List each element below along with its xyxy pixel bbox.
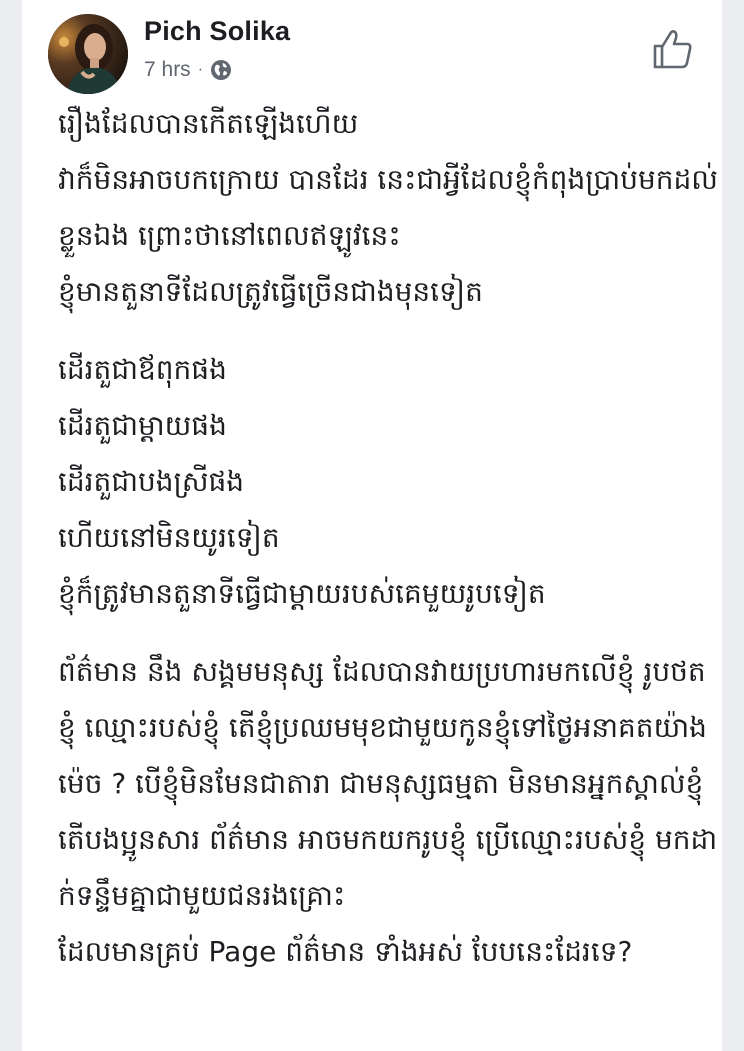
post-line: ខ្ញុំ ឈ្មោះរបស់ខ្ញុំ តើខ្ញុំប្រឈមមុខជាមួយកូនខ្ញុំទៅថ្ងៃអនាគតយ៉ាង [58, 711, 707, 744]
globe-icon[interactable] [210, 59, 232, 81]
post-line: ខ្ញុំក៏ត្រូវមានតួនាទីធ្វើជាម្ដាយរបស់គេមួយរូបទៀត [58, 577, 546, 610]
post-card [22, 0, 722, 1051]
author-name[interactable]: Pich Solika [144, 16, 291, 46]
post-line: ដែលមានគ្រប់ Page ព័ត៌មាន ទាំងអស់ បែបនេះដែរទេ? [58, 935, 633, 968]
post-line: វាក៏មិនអាចបកក្រោយ បានដែរ នេះជាអ្វីដែលខ្ញុំកំពុងប្រាប់មកដល់ [58, 163, 718, 196]
post-line: ហើយនៅមិនយូរទៀត [58, 521, 280, 554]
post-line: ខ្លួនឯង ព្រោះថានៅពេលឥឡូវនេះ [58, 219, 401, 252]
post-paragraph [58, 644, 718, 980]
post-paragraph [58, 342, 718, 622]
post-line: ដើរតួជាម្ដាយផង [58, 409, 227, 442]
meta-separator: · [197, 61, 204, 78]
post-timestamp[interactable]: 7 hrs [144, 58, 191, 81]
post-line: ដើរតួជាបងស្រីផង [58, 465, 245, 498]
post-paragraph [58, 96, 718, 320]
post-line: ខ្ញុំមានតួនាទីដែលត្រូវធ្វើច្រើនជាងមុនទៀត [58, 275, 483, 308]
post-line: រឿងដែលបានកើតឡើងហើយ [58, 107, 359, 140]
avatar[interactable] [48, 14, 128, 94]
post-line: ព័ត៌មាន នឹង សង្គមមនុស្ស ដែលបានវាយប្រហារមកលើខ្ញុំ រូបថត [58, 655, 706, 688]
post-meta [144, 58, 232, 82]
post-line: តើបងប្អូនសារ ព័ត៌មាន អាចមកយករូបខ្ញុំ ប្រើឈ្មោះរបស់ខ្ញុំ មកដា [58, 823, 718, 856]
post-line: ម៉េច ? បើខ្ញុំមិនមែនជាតារា ជាមនុស្សធម្មតា មិនមានអ្នកស្គាល់ខ្ញុំ [58, 767, 704, 800]
post-body [58, 96, 718, 980]
thumbs-up-icon[interactable] [650, 26, 696, 72]
post-line: ក់ទន្ទឹមគ្នាជាមួយជនរងគ្រោះ [58, 879, 346, 912]
post-line: ដើរតួជាឪពុកផង [58, 353, 227, 386]
